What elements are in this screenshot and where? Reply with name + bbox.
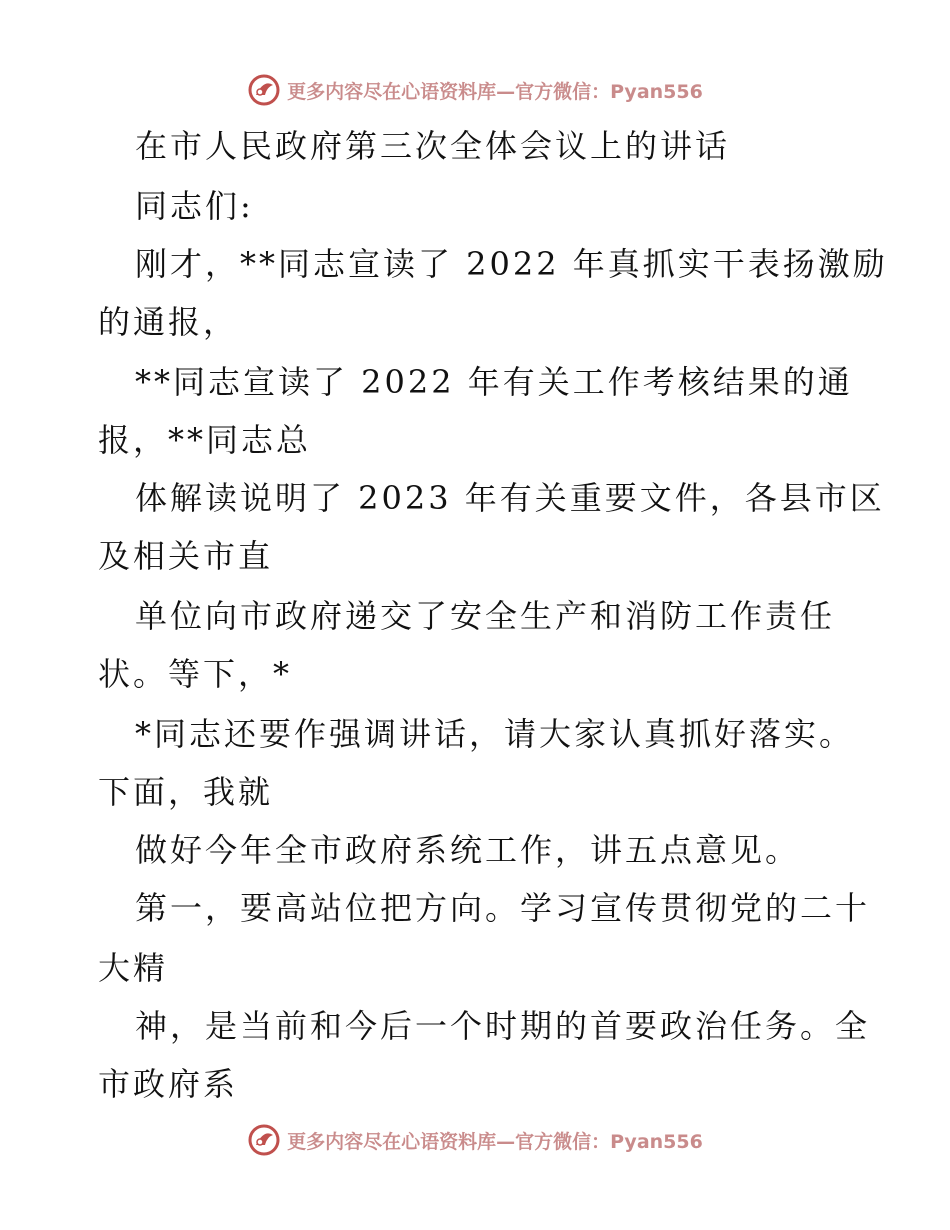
paragraph-line: 刚才，**同志宣读了 2022 年真抓实干表扬激励 [135,245,888,283]
document-title: 在市人民政府第三次全体会议上的讲话 [135,127,731,165]
paragraph-line: 报，**同志总 [98,421,312,459]
banner-text: 更多内容尽在心语资料库—官方微信：Pyan556 [287,80,703,103]
brand-logo-icon [247,1123,281,1157]
banner-text: 更多内容尽在心语资料库—官方微信：Pyan556 [287,1130,703,1153]
bottom-banner [0,1120,950,1160]
paragraph-line: 的通报， [98,303,239,341]
paragraph-line: 下面，我就 [98,773,274,811]
paragraph-line: **同志宣读了 2022 年有关工作考核结果的通 [135,363,853,401]
paragraph-line: *同志还要作强调讲话，请大家认真抓好落实。 [135,715,855,753]
paragraph-line: 做好今年全市政府系统工作，讲五点意见。 [135,831,801,869]
paragraph-line: 体解读说明了 2023 年有关重要文件，各县市区 [135,479,885,517]
paragraph-line: 第一，要高站位把方向。学习宣传贯彻党的二十 [135,889,871,927]
paragraph-line: 神，是当前和今后一个时期的首要政治任务。全 [135,1007,871,1045]
salutation: 同志们: [135,187,254,225]
paragraph-line: 市政府系 [98,1065,239,1103]
paragraph-line: 大精 [98,949,169,987]
paragraph-line: 单位向市政府递交了安全生产和消防工作责任 [135,597,836,635]
paragraph-line: 状。等下，* [98,655,293,693]
paragraph-line: 及相关市直 [98,537,274,575]
